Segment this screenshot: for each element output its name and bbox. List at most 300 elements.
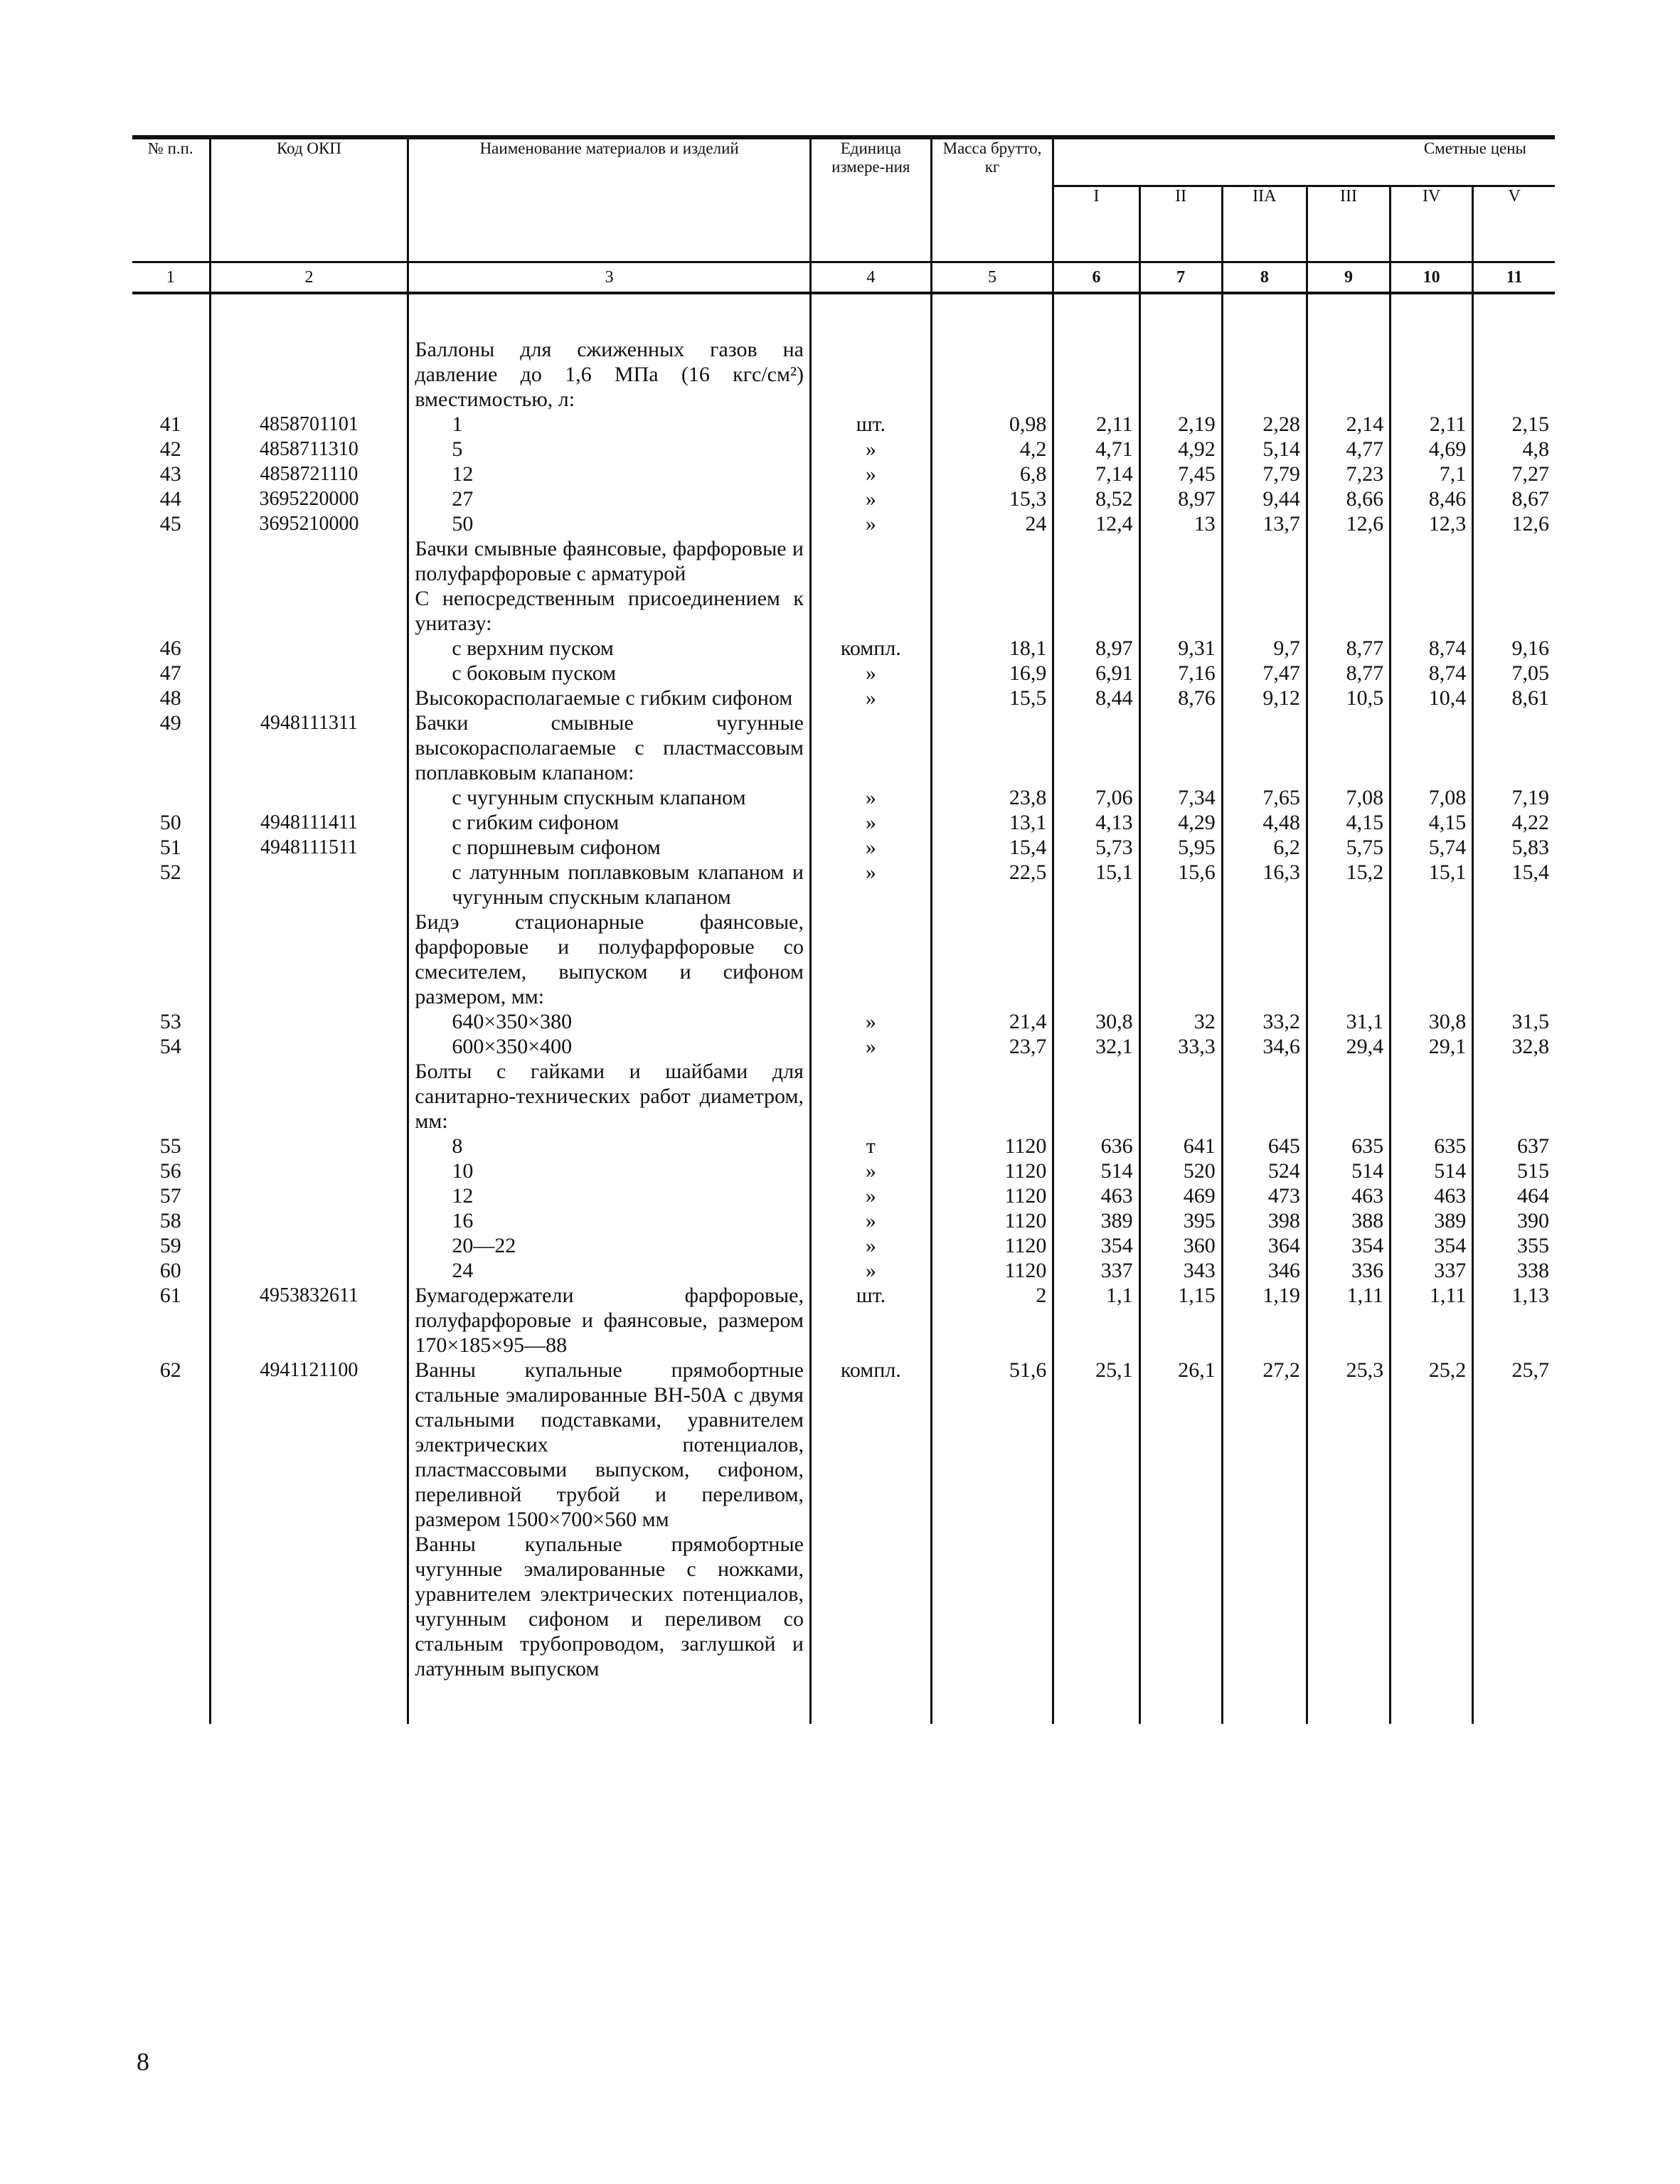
price-zone-5: 7,08 — [1391, 785, 1473, 810]
table-body — [132, 293, 1555, 1724]
table-row — [132, 1358, 1555, 1532]
gross-mass — [931, 910, 1053, 1009]
price-zone-6: 7,27 — [1473, 462, 1555, 486]
unit-of-measure: » — [810, 511, 931, 536]
price-zone-4: 29,4 — [1307, 1034, 1390, 1059]
price-zone-1: 32,1 — [1053, 1034, 1139, 1059]
item-name: Бачки смывные фаянсовые, фарфоровые и полуфарфоровые с арматурой — [408, 536, 811, 586]
gross-mass: 22,5 — [931, 860, 1053, 910]
price-zone-1: 5,73 — [1053, 835, 1139, 860]
price-zone-5 — [1391, 1059, 1473, 1134]
price-zone-2: 4,92 — [1139, 437, 1222, 462]
unit-of-measure: » — [810, 661, 931, 686]
price-zone-3: 645 — [1222, 1134, 1307, 1158]
price-zone-1: 354 — [1053, 1233, 1139, 1258]
header-code: Код ОКП — [210, 137, 408, 262]
okp-code — [210, 1034, 408, 1059]
unit-of-measure: » — [810, 686, 931, 710]
price-zone-4 — [1307, 337, 1390, 412]
row-number: 44 — [159, 487, 181, 511]
unit-of-measure: шт. — [810, 412, 931, 437]
price-zone-3: 5,14 — [1222, 437, 1307, 462]
price-zone-1: 4,13 — [1053, 810, 1139, 835]
okp-code: 4941121100 — [210, 1358, 408, 1532]
price-zone-5 — [1391, 337, 1473, 412]
item-name: 10 — [408, 1158, 811, 1183]
unit-of-measure — [810, 1059, 931, 1134]
price-zone-5: 4,69 — [1391, 437, 1473, 462]
price-zone-6 — [1473, 337, 1555, 412]
price-zone-1: 2,11 — [1053, 412, 1139, 437]
item-name: 27 — [408, 486, 811, 511]
price-zone-1: 6,91 — [1053, 661, 1139, 686]
price-zone-3: 13,7 — [1222, 511, 1307, 536]
price-zone-4: 336 — [1307, 1258, 1390, 1283]
price-zone-6 — [1473, 1059, 1555, 1134]
table-header — [132, 137, 1555, 293]
okp-code — [210, 661, 408, 686]
price-zone-2: 7,34 — [1139, 785, 1222, 810]
okp-code — [210, 586, 408, 636]
unit-of-measure: » — [810, 486, 931, 511]
unit-of-measure: компл. — [810, 636, 931, 661]
gross-mass — [931, 710, 1053, 785]
okp-code: 4858711310 — [210, 437, 408, 462]
row-number: 49 — [159, 711, 181, 735]
okp-code — [210, 1059, 408, 1134]
price-zone-3 — [1222, 337, 1307, 412]
gross-mass: 1120 — [931, 1233, 1053, 1258]
price-zone-1 — [1053, 586, 1139, 636]
price-zone-3: 346 — [1222, 1258, 1307, 1283]
table-row — [132, 1059, 1555, 1134]
price-zone-2: 32 — [1139, 1009, 1222, 1034]
row-number — [132, 785, 210, 810]
price-zone-3: 34,6 — [1222, 1034, 1307, 1059]
gross-mass: 23,8 — [931, 785, 1053, 810]
table-row — [132, 835, 1555, 860]
price-zone-4: 5,75 — [1307, 835, 1390, 860]
price-zone-6: 4,22 — [1473, 810, 1555, 835]
price-zone-3 — [1222, 586, 1307, 636]
okp-code: 4948111411 — [210, 810, 408, 835]
price-zone-6 — [1473, 910, 1555, 1009]
price-zone-5: 5,74 — [1391, 835, 1473, 860]
price-zone-4: 354 — [1307, 1233, 1390, 1258]
gross-mass: 18,1 — [931, 636, 1053, 661]
table-row — [132, 686, 1555, 710]
price-zone-2: 641 — [1139, 1134, 1222, 1158]
price-zone-1 — [1053, 536, 1139, 586]
price-zone-2: 469 — [1139, 1183, 1222, 1208]
price-zone-4 — [1307, 586, 1390, 636]
item-name: Ванны купальные прямобортные чугунные эмалированные с ножками, уравнителем электрических потенциалов, чугунным сифоном и переливом со стальным трубопроводом, заглушкой и латунным выпуском — [408, 1532, 811, 1681]
price-zone-6 — [1473, 1532, 1555, 1681]
unit-of-measure: » — [810, 462, 931, 486]
price-zone-3: 364 — [1222, 1233, 1307, 1258]
header-zone-1: I — [1053, 186, 1139, 262]
unit-of-measure: » — [810, 437, 931, 462]
row-number — [132, 536, 210, 586]
item-name: 20—22 — [408, 1233, 811, 1258]
unit-of-measure — [810, 910, 931, 1009]
gross-mass: 15,3 — [931, 486, 1053, 511]
price-zone-2: 8,97 — [1139, 486, 1222, 511]
price-zone-2: 8,76 — [1139, 686, 1222, 710]
price-zone-6: 1,13 — [1473, 1283, 1555, 1358]
gross-mass: 0,98 — [931, 412, 1053, 437]
row-number: 46 — [159, 636, 181, 660]
price-zone-3 — [1222, 1532, 1307, 1681]
okp-code — [210, 785, 408, 810]
header-zone-5: IV — [1391, 186, 1473, 262]
price-zone-3: 6,2 — [1222, 835, 1307, 860]
gross-mass: 6,8 — [931, 462, 1053, 486]
price-zone-6: 464 — [1473, 1183, 1555, 1208]
item-name: 600×350×400 — [408, 1034, 811, 1059]
table-row — [132, 636, 1555, 661]
item-name: 12 — [408, 462, 811, 486]
price-zone-6: 8,61 — [1473, 686, 1555, 710]
table-row — [132, 1158, 1555, 1183]
price-zone-1: 337 — [1053, 1258, 1139, 1283]
price-zone-1: 4,71 — [1053, 437, 1139, 462]
price-zone-2 — [1139, 1532, 1222, 1681]
price-zone-3: 473 — [1222, 1183, 1307, 1208]
table-row — [132, 1183, 1555, 1208]
price-zone-6: 355 — [1473, 1233, 1555, 1258]
price-zone-4 — [1307, 1532, 1390, 1681]
price-zone-3: 7,47 — [1222, 661, 1307, 686]
unit-of-measure: т — [810, 1134, 931, 1158]
column-number-9: 9 — [1307, 262, 1390, 294]
table-row — [132, 536, 1555, 586]
item-name: 24 — [408, 1258, 811, 1283]
header-estimated-prices: Сметные цены — [1053, 137, 1555, 186]
price-zone-4: 514 — [1307, 1158, 1390, 1183]
price-zone-6: 8,67 — [1473, 486, 1555, 511]
price-zone-3: 9,44 — [1222, 486, 1307, 511]
price-zone-2 — [1139, 910, 1222, 1009]
price-zone-5 — [1391, 710, 1473, 785]
unit-of-measure: » — [810, 1034, 931, 1059]
header-name: Наименование материалов и изделий — [408, 137, 811, 262]
okp-code: 4948111311 — [210, 710, 408, 785]
gross-mass: 2 — [931, 1283, 1053, 1358]
row-number: 61 — [159, 1284, 181, 1307]
okp-code — [210, 536, 408, 586]
item-name: Болты с гайками и шайбами для санитарно-технических работ диаметром, мм: — [408, 1059, 811, 1134]
column-number-11: 11 — [1473, 262, 1555, 294]
item-name: 12 — [408, 1183, 811, 1208]
spacer-row — [132, 293, 1555, 337]
price-zone-3 — [1222, 910, 1307, 1009]
unit-of-measure: » — [810, 785, 931, 810]
row-number: 62 — [159, 1358, 181, 1382]
row-number: 42 — [159, 437, 181, 461]
gross-mass: 51,6 — [931, 1358, 1053, 1532]
price-zone-6: 2,15 — [1473, 412, 1555, 437]
row-number: 59 — [159, 1234, 181, 1257]
gross-mass: 1120 — [931, 1258, 1053, 1283]
price-zone-6: 7,19 — [1473, 785, 1555, 810]
price-zone-1: 636 — [1053, 1134, 1139, 1158]
item-name: Бидэ стационарные фаянсовые, фарфоровые и полуфарфоровые со смесителем, выпуском и сифоном размером, мм: — [408, 910, 811, 1009]
okp-code — [210, 1258, 408, 1283]
price-zone-1 — [1053, 1532, 1139, 1681]
column-number-4: 4 — [810, 262, 931, 294]
table-row — [132, 810, 1555, 835]
column-numbers — [132, 262, 1555, 294]
okp-code — [210, 860, 408, 910]
price-zone-4: 635 — [1307, 1134, 1390, 1158]
gross-mass — [931, 1059, 1053, 1134]
unit-of-measure: компл. — [810, 1358, 931, 1532]
price-zone-4 — [1307, 536, 1390, 586]
row-number: 51 — [159, 836, 181, 859]
okp-code — [210, 1532, 408, 1681]
okp-code — [210, 1208, 408, 1233]
price-zone-5 — [1391, 536, 1473, 586]
row-number: 41 — [159, 412, 181, 436]
price-zone-6: 31,5 — [1473, 1009, 1555, 1034]
item-name: с гибким сифоном — [408, 810, 811, 835]
price-zone-3: 9,7 — [1222, 636, 1307, 661]
row-number: 54 — [159, 1035, 181, 1058]
gross-mass: 15,5 — [931, 686, 1053, 710]
item-name: с чугунным спускным клапаном — [408, 785, 811, 810]
price-zone-5: 337 — [1391, 1258, 1473, 1283]
price-zone-2: 7,16 — [1139, 661, 1222, 686]
price-zone-3 — [1222, 1059, 1307, 1134]
price-zone-6 — [1473, 536, 1555, 586]
unit-of-measure: шт. — [810, 1283, 931, 1358]
price-zone-6 — [1473, 586, 1555, 636]
price-zone-5: 10,4 — [1391, 686, 1473, 710]
page-number: 8 — [137, 2047, 149, 2076]
row-number: 50 — [159, 811, 181, 834]
unit-of-measure — [810, 710, 931, 785]
row-number — [132, 337, 210, 412]
table-row — [132, 1532, 1555, 1681]
price-zone-4: 7,23 — [1307, 462, 1390, 486]
table-row — [132, 1258, 1555, 1283]
item-name: Баллоны для сжиженных газов на давление до 1,6 МПа (16 кгс/см²) вместимостью, л: — [408, 337, 811, 412]
item-name: с латунным поплавковым клапаном и чугунным спускным клапаном — [408, 860, 811, 910]
okp-code — [210, 1183, 408, 1208]
price-table — [132, 135, 1555, 1724]
item-name: 5 — [408, 437, 811, 462]
unit-of-measure — [810, 1532, 931, 1681]
table-row — [132, 1283, 1555, 1358]
unit-of-measure: » — [810, 1258, 931, 1283]
price-zone-3: 27,2 — [1222, 1358, 1307, 1532]
table-row — [132, 910, 1555, 1009]
item-name: с поршневым сифоном — [408, 835, 811, 860]
price-zone-5 — [1391, 1532, 1473, 1681]
price-zone-1: 514 — [1053, 1158, 1139, 1183]
price-zone-3: 398 — [1222, 1208, 1307, 1233]
okp-code: 4953832611 — [210, 1283, 408, 1358]
gross-mass — [931, 536, 1053, 586]
price-zone-1: 15,1 — [1053, 860, 1139, 910]
okp-code — [210, 1158, 408, 1183]
item-name: 1 — [408, 412, 811, 437]
gross-mass: 16,9 — [931, 661, 1053, 686]
price-zone-1 — [1053, 710, 1139, 785]
table-row — [132, 412, 1555, 437]
price-zone-1: 8,97 — [1053, 636, 1139, 661]
price-zone-4: 10,5 — [1307, 686, 1390, 710]
price-zone-1 — [1053, 337, 1139, 412]
row-number: 43 — [159, 462, 181, 486]
price-zone-1: 7,06 — [1053, 785, 1139, 810]
price-zone-1: 12,4 — [1053, 511, 1139, 536]
gross-mass: 21,4 — [931, 1009, 1053, 1034]
header-mass: Масса брутто, кг — [931, 137, 1053, 262]
price-zone-4: 463 — [1307, 1183, 1390, 1208]
price-zone-4: 7,08 — [1307, 785, 1390, 810]
table-row — [132, 1233, 1555, 1258]
price-zone-2: 33,3 — [1139, 1034, 1222, 1059]
price-zone-2 — [1139, 586, 1222, 636]
price-zone-6: 338 — [1473, 1258, 1555, 1283]
price-zone-2: 395 — [1139, 1208, 1222, 1233]
price-zone-2 — [1139, 536, 1222, 586]
price-zone-3: 9,12 — [1222, 686, 1307, 710]
okp-code: 3695210000 — [210, 511, 408, 536]
header-unit: Единица измере-ния — [810, 137, 931, 262]
unit-of-measure: » — [810, 860, 931, 910]
price-zone-6: 25,7 — [1473, 1358, 1555, 1532]
price-zone-5: 354 — [1391, 1233, 1473, 1258]
row-number — [132, 910, 210, 1009]
okp-code — [210, 337, 408, 412]
item-name: Бумагодержатели фарфоровые, полуфарфоровые и фаянсовые, размером 170×185×95—88 — [408, 1283, 811, 1358]
row-number: 60 — [159, 1259, 181, 1282]
price-zone-3: 16,3 — [1222, 860, 1307, 910]
price-zone-5: 389 — [1391, 1208, 1473, 1233]
price-zone-4: 25,3 — [1307, 1358, 1390, 1532]
gross-mass: 1120 — [931, 1208, 1053, 1233]
header-zone-3: IIА — [1222, 186, 1307, 262]
item-name: с боковым пуском — [408, 661, 811, 686]
item-name: 640×350×380 — [408, 1009, 811, 1034]
gross-mass: 4,2 — [931, 437, 1053, 462]
column-number-6: 6 — [1053, 262, 1139, 294]
item-name: Бачки смывные чугунные высокорасполагаемые с пластмассовым поплавковым клапаном: — [408, 710, 811, 785]
price-zone-2 — [1139, 337, 1222, 412]
price-zone-6: 637 — [1473, 1134, 1555, 1158]
unit-of-measure — [810, 337, 931, 412]
price-zone-5: 7,1 — [1391, 462, 1473, 486]
table-row — [132, 1134, 1555, 1158]
price-zone-3: 1,19 — [1222, 1283, 1307, 1358]
price-zone-1: 7,14 — [1053, 462, 1139, 486]
price-zone-2: 343 — [1139, 1258, 1222, 1283]
unit-of-measure: » — [810, 1009, 931, 1034]
price-zone-5 — [1391, 586, 1473, 636]
gross-mass: 1120 — [931, 1158, 1053, 1183]
price-zone-5: 25,2 — [1391, 1358, 1473, 1532]
price-zone-5: 30,8 — [1391, 1009, 1473, 1034]
price-zone-6: 32,8 — [1473, 1034, 1555, 1059]
okp-code — [210, 910, 408, 1009]
unit-of-measure — [810, 536, 931, 586]
price-zone-4 — [1307, 710, 1390, 785]
price-zone-1 — [1053, 1059, 1139, 1134]
price-zone-5: 12,3 — [1391, 511, 1473, 536]
table-row — [132, 710, 1555, 785]
price-zone-1: 30,8 — [1053, 1009, 1139, 1034]
okp-code — [210, 636, 408, 661]
header-number: № п.п. — [132, 137, 210, 262]
unit-of-measure: » — [810, 1208, 931, 1233]
column-number-5: 5 — [931, 262, 1053, 294]
row-number: 52 — [159, 861, 181, 884]
row-number: 45 — [159, 512, 181, 536]
price-zone-4 — [1307, 910, 1390, 1009]
gross-mass: 23,7 — [931, 1034, 1053, 1059]
price-zone-4: 388 — [1307, 1208, 1390, 1233]
unit-of-measure: » — [810, 1183, 931, 1208]
row-number: 58 — [159, 1209, 181, 1232]
price-zone-4: 4,77 — [1307, 437, 1390, 462]
price-zone-6: 12,6 — [1473, 511, 1555, 536]
row-number: 57 — [159, 1184, 181, 1208]
price-zone-5: 2,11 — [1391, 412, 1473, 437]
unit-of-measure: » — [810, 835, 931, 860]
price-zone-3: 7,79 — [1222, 462, 1307, 486]
price-zone-4: 8,77 — [1307, 661, 1390, 686]
price-zone-2: 520 — [1139, 1158, 1222, 1183]
okp-code — [210, 1134, 408, 1158]
item-name: 50 — [408, 511, 811, 536]
okp-code — [210, 1233, 408, 1258]
row-number: 55 — [159, 1134, 181, 1158]
price-zone-4: 1,11 — [1307, 1283, 1390, 1358]
price-zone-5: 29,1 — [1391, 1034, 1473, 1059]
price-zone-2 — [1139, 1059, 1222, 1134]
price-zone-6: 5,83 — [1473, 835, 1555, 860]
price-zone-2: 13 — [1139, 511, 1222, 536]
table-row — [132, 1034, 1555, 1059]
price-zone-5: 8,46 — [1391, 486, 1473, 511]
price-zone-6: 9,16 — [1473, 636, 1555, 661]
table-row — [132, 437, 1555, 462]
gross-mass: 1120 — [931, 1134, 1053, 1158]
price-zone-3 — [1222, 536, 1307, 586]
price-zone-6 — [1473, 710, 1555, 785]
row-number: 56 — [159, 1159, 181, 1183]
price-zone-2: 26,1 — [1139, 1358, 1222, 1532]
price-zone-2: 5,95 — [1139, 835, 1222, 860]
price-zone-4: 31,1 — [1307, 1009, 1390, 1034]
price-zone-1: 1,1 — [1053, 1283, 1139, 1358]
item-name: 8 — [408, 1134, 811, 1158]
price-zone-3: 2,28 — [1222, 412, 1307, 437]
price-zone-6: 7,05 — [1473, 661, 1555, 686]
header-zone-6: V — [1473, 186, 1555, 262]
column-number-2: 2 — [210, 262, 408, 294]
price-zone-4: 12,6 — [1307, 511, 1390, 536]
column-number-10: 10 — [1391, 262, 1473, 294]
gross-mass — [931, 337, 1053, 412]
price-zone-2: 4,29 — [1139, 810, 1222, 835]
okp-code: 4948111511 — [210, 835, 408, 860]
gross-mass: 13,1 — [931, 810, 1053, 835]
table-row — [132, 860, 1555, 910]
